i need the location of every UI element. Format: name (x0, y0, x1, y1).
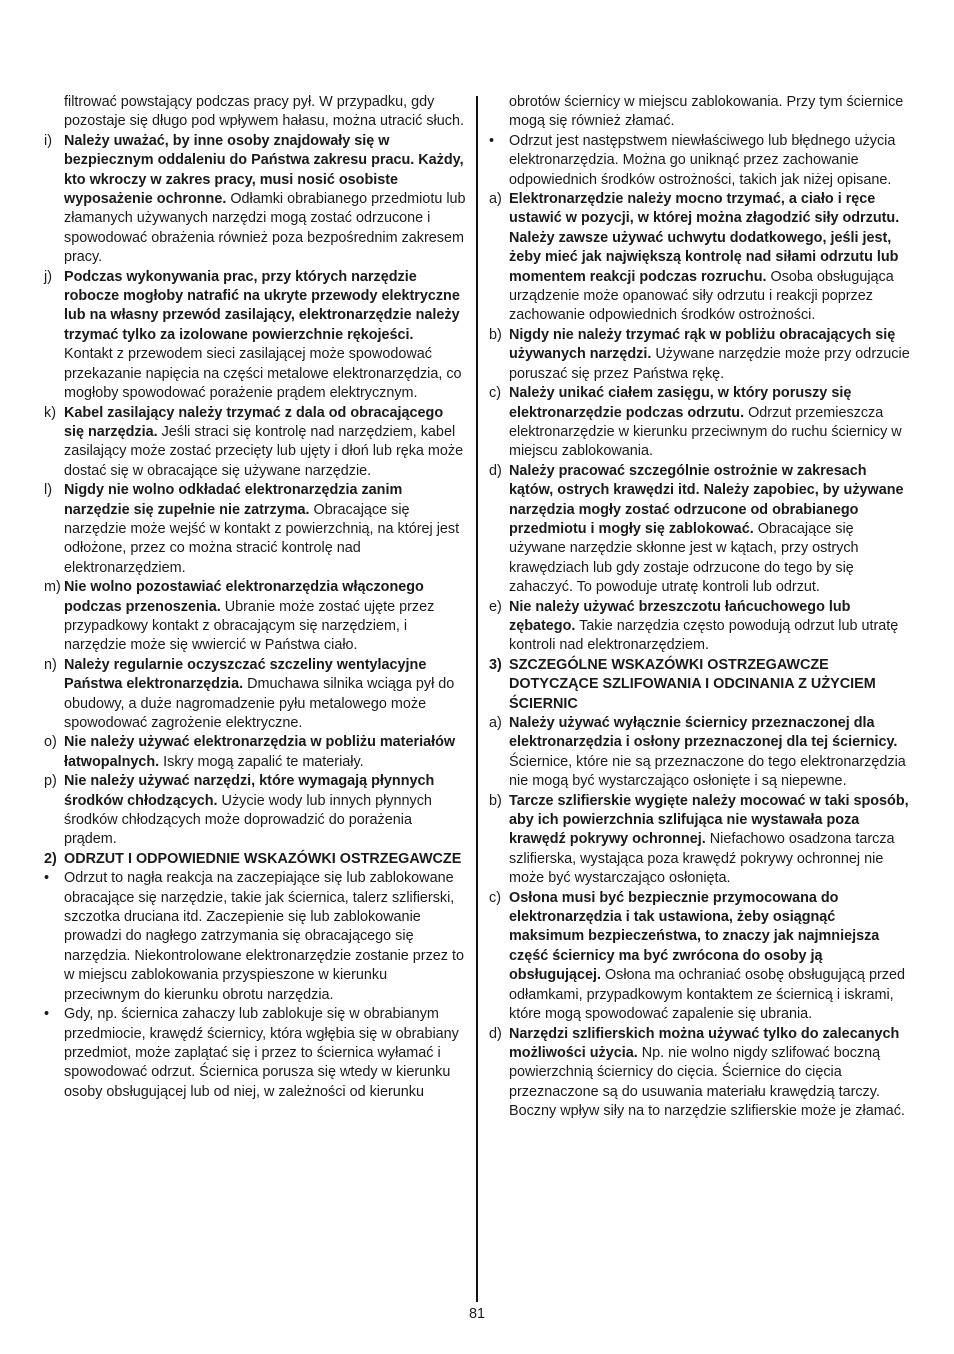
item-bold: Nie należy używać elektronarzędzia w pobliżu materiałów łatwopalnych. (64, 734, 456, 770)
item-marker: l) (44, 482, 52, 499)
item-text: Ściernice, które nie są przeznaczone do tego elektronarzędzia nie mogą być wystarczająco osłonięte i są niepewne. (509, 753, 906, 790)
bullet-item (489, 132, 911, 190)
item-text: Odrzut przemieszcza elektronarzędzie w kierunku przeciwnym do ruchu ściernicy w miejscu zablokowania. (509, 404, 902, 460)
bullet-icon: • (44, 1006, 50, 1023)
item-bold: Podczas wykonywania prac, przy których narzędzie robocze mogłoby natrafić na ukryte przewody elektryczne lub na własny przewód zasilający, elektronarzędzie należy trzymać tylko za izolowane powierzchnie rękojeści. (64, 268, 460, 343)
item-bold: Nigdy nie wolno odkładać elektronarzędzia zanim narzędzie się zupełnie nie zatrzyma. (64, 482, 403, 518)
item-text: Obracające się używane narzędzie skłonne jest w kątach, przy ostrych krawędziach lub gdy zostaje odrzucone do tego by się zahaczyć. To powoduje utratę kontroli lub odrzut. (509, 520, 859, 596)
item-text: Osłona ma ochraniać osobę obsługującą przed odłamkami, przypadkowym kontaktem ze ściernicą i iskrami, które mogą spowodować zapalenie się ubrania. (509, 967, 905, 1023)
item-marker: b) (489, 326, 502, 343)
item-bold: Nie należy używać narzędzi, które wymagają płynnych środków chłodzących. (64, 773, 435, 809)
list-item (44, 578, 466, 656)
list-item (44, 481, 466, 578)
list-item (44, 733, 466, 772)
section-title: SZCZEGÓLNE WSKAZÓWKI OSTRZEGAWCZE DOTYCZĄCE SZLIFOWANIA I ODCINANIA Z UŻYCIEM ŚCIERNIC (509, 656, 876, 712)
item-marker: a) (489, 191, 502, 208)
page-number: 81 (468, 1306, 485, 1322)
item-marker: c) (489, 385, 501, 402)
item-marker: o) (44, 734, 57, 751)
item-text: Obracające się narzędzie może wejść w kontakt z powierzchnią, na której jest odłożone, przez co można stracić kontrolę nad elektronarzędziem. (64, 501, 460, 576)
item-text: Używane narzędzie może przy odrzucie poruszać się przez Państwa rękę. (509, 346, 910, 382)
item-text: Odłamki obrabianego przedmiotu lub złamanych używanych narzędzi mogą zostać odrzucone i spowodować obrażenia również poza bezpośrednim zakresem pracy. (64, 191, 466, 266)
item-bold: Nigdy nie należy trzymać rąk w pobliżu obracających się używanych narzędzi. (509, 326, 896, 363)
item-bold: Nie należy używać brzeszczotu łańcuchowego lub zębatego. (509, 598, 851, 634)
item-marker: a) (489, 715, 502, 731)
item-text: Jeśli straci się kontrolę nad narzędziem, kabel zasilający może zostać przecięty lub ujęty i dłoń lub ręka może dostać się w obracające się używane narzędzie. (64, 423, 464, 479)
item-marker: j) (44, 268, 52, 285)
bullet-text: Odrzut jest następstwem niewłaściwego lub błędnego użycia elektronarzędzia. Można go uniknąć przez zachowanie odpowiednich środków ostrożności, takich jak niżej opisane. (509, 132, 896, 188)
list-item (489, 190, 911, 326)
bullet-item (44, 869, 466, 1005)
list-item (489, 384, 911, 462)
item-marker: i) (44, 132, 52, 149)
item-bold: Osłona musi być bezpiecznie przymocowana do elektronarzędzia i tak ustawiona, żeby osiągnąć maksimum bezpieczeństwa, to znaczy jak najmniejsza część ściernicy ma być zwrócona do osoby ją obsługującej. (509, 889, 880, 984)
item-text: Ubranie może zostać ujęte przez przypadkowy kontakt z obracającym się narzędziem, i narzędzie może się wwiercić w Państwa ciało. (64, 598, 435, 654)
right-column (489, 93, 911, 1122)
bullet-icon: • (489, 132, 495, 149)
item-text: Użycie wody lub innych płynnych środków chłodzących może doprowadzić do porażenia prądem. (64, 792, 432, 848)
item-bold: Należy uważać, by inne osoby znajdowały się w bezpiecznym oddaleniu do Państwa zakresu pracu. Każdy, kto wkroczy w zakres pracy, musi nosić osobiste wyposażenie ochronne. (64, 132, 464, 208)
item-bold: Należy pracować szczególnie ostrożnie w zakresach kątów, ostrych krawędzi itd. Należy zapobiec, by używane narzędzia mogły zostać odrzucone od obrabianego przedmiotu i mogły się zablokować. (509, 462, 904, 537)
item-bold: Tarcze szlifierskie wygięte należy mocować w taki sposób, aby ich powierzchnia szlifująca nie wystawała poza krawędź pokrywy ochronnej. (509, 792, 909, 848)
list-item (489, 462, 911, 598)
item-bold: Należy regularnie oczyszczać szczeliny wentylacyjne Państwa elektronarzędzia. (64, 656, 427, 693)
list-item (489, 598, 911, 656)
item-bold: Należy unikać ciałem zasięgu, w który poruszy się elektronarzędzie podczas odrzutu. (509, 385, 852, 421)
list-item (44, 132, 466, 268)
item-bold: Kabel zasilający należy trzymać z dala od obracającego się narzędzia. (64, 404, 444, 440)
item-text: Dmuchawa silnika wciąga pył do obudowy, a duże nagromadzenie pyłu metalowego może spowodować zagrożenie elektryczne. (64, 676, 455, 731)
section-marker: 3) (489, 656, 502, 673)
item-bold: Narzędzi szlifierskich można używać tylko do zalecanych możliwości użycia. (509, 1025, 900, 1061)
list-item (44, 404, 466, 482)
item-marker: b) (489, 792, 502, 809)
item-text: Osoba obsługująca urządzenie może opanować siły odrzutu i reakcji poprzez zachowanie odpowiednich środków ostrożności. (509, 268, 894, 324)
item-bold: Elektronarzędzie należy mocno trzymać, a ciało i ręce ustawić w pozycji, w której można złagodzić siły odrzutu. Należy zawsze używać uchwytu dodatkowego, jeśli jest, żeby mieć jak największą kontrolę nad siłami odrzutu lub momentem reakcji podczas rozruchu. (509, 191, 900, 285)
item-bold: Należy używać wyłącznie ściernicy przeznaczonej dla elektronarzędzia i osłony przeznaczonej dla tej ściernicy. (509, 715, 898, 751)
list-item (489, 714, 911, 792)
list-item (489, 1025, 911, 1122)
right-intro: obrotów ściernicy w miejscu zablokowania. Przy tym ściernice mogą się również złamać. (509, 94, 904, 130)
item-text: Niefachowo osadzona tarcza szlifierska, wystająca poza krawędź pokrywy ochronnej nie może być wystarczająco osłonięta. (509, 831, 895, 887)
item-marker: c) (489, 889, 501, 906)
item-text: Takie narzędzia często powodują odrzut lub utratę kontroli nad elektronarzędziem. (509, 617, 899, 654)
item-bold: Nie wolno pozostawiać elektronarzędzia włączonego podczas przenoszenia. (64, 579, 424, 615)
left-intro: filtrować powstający podczas pracy pył. W przypadku, gdy pozostaje się długo pod wpływem hałasu, można utracić słuch. (64, 94, 464, 130)
list-item (489, 326, 911, 384)
section-title: ODRZUT I ODPOWIEDNIE WSKAZÓWKI OSTRZEGAWCZE (64, 850, 462, 867)
item-marker: p) (44, 773, 57, 790)
bullet-text: Gdy, np. ściernica zahaczy lub zablokuje się w obrabianym przedmiocie, krawędź ściernicy, która wgłębia się w obrabiany przedmiot, może zaplątać się i przez to ściernica wyłamać i spowodować odrzut. Ściernica porusza się wtedy w kierunku osoby obsługującej lub od niej, w zależności od kierunku (64, 1006, 459, 1100)
bullet-icon: • (44, 870, 50, 887)
list-item (44, 656, 466, 734)
bullet-item (44, 1005, 466, 1102)
column-divider (476, 96, 478, 1302)
item-text: Np. nie wolno nigdy szlifować boczną powierzchnią ściernicy do cięcia. Ściernice do cięcia przeznaczone są do usuwania materiału krawędzią tarczy. Boczny wpływ siły na to narzędzie szlifierskie może je złamać. (509, 1044, 905, 1120)
item-text: Kontakt z przewodem sieci zasilającej może spowodować przekazanie napięcia na części metalowe elektronarzędzia, co mogłoby spowodować porażenie prądem elektrycznym. (64, 346, 462, 402)
section-heading (44, 850, 466, 869)
item-marker: e) (489, 598, 502, 615)
item-marker: m) (44, 579, 61, 596)
list-item (44, 772, 466, 850)
section-marker: 2) (44, 850, 57, 867)
left-column (44, 93, 466, 1102)
section-heading (489, 656, 911, 714)
list-item (489, 792, 911, 889)
list-item (44, 268, 466, 404)
list-item (489, 889, 911, 1025)
item-marker: d) (489, 462, 502, 479)
item-marker: k) (44, 404, 56, 421)
bullet-text: Odrzut to nagła reakcja na zaczepiające się lub zablokowane obracające się narzędzie, takie jak ściernica, talerz szlifierski, szczotka druciana itd. Zaczepienie się lub zablokowanie prowadzi do nagłego zatrzymania się obracającego się narzędzia. Niekontrolowane elektronarzędzie zostanie przez to w miejscu zablokowania przyspieszone w kierunku przeciwnym do kierunku obrotu narzędzia. (64, 870, 464, 1003)
item-marker: n) (44, 656, 57, 673)
item-marker: d) (489, 1025, 502, 1042)
item-text: Iskry mogą zapalić te materiały. (159, 753, 364, 770)
